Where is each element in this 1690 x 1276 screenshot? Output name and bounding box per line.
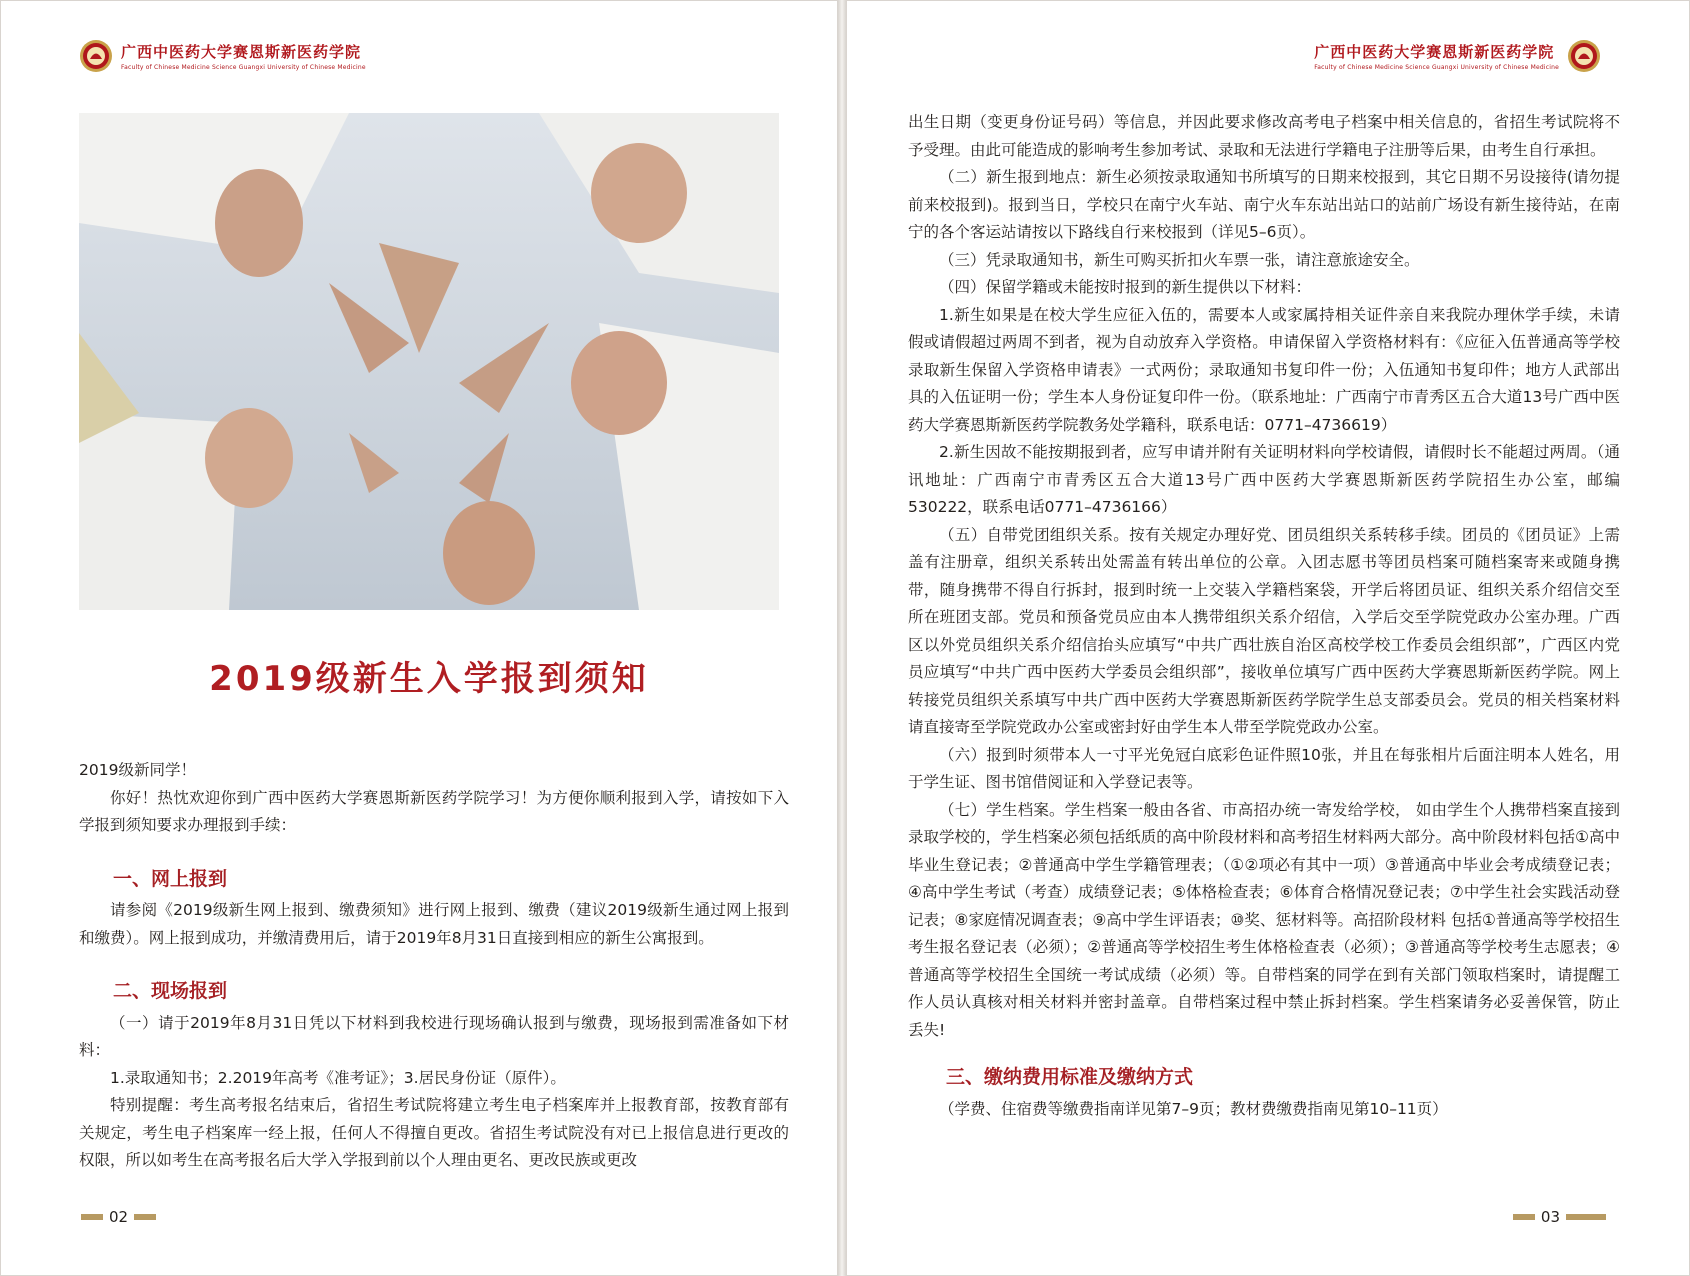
students-photo xyxy=(79,113,779,610)
continued-paragraph: 出生日期（变更身份证号码）等信息，并因此要求修改高考电子档案中相关信息的，省招生考试院将不予受理。由此可能造成的影响考生参加考试、录取和无法进行学籍电子注册等后果，由考生自行承担。 xyxy=(908,113,1620,159)
item-4-paragraph: （四）保留学籍或未能按时报到的新生提供以下材料： xyxy=(939,278,1312,296)
item-2-paragraph: （二）新生报到地点：新生必须按录取通知书所填写的日期来校报到，其它日期不另设接待(请勿提前来校报到)。报到当日，学校只在南宁火车站、南宁火车东站出站口的站前广场设有新生接待站，在南宁的各个客运站请按以下路线自行来校报到（详见5–6页）。 xyxy=(908,168,1620,241)
right-page xyxy=(846,0,1690,1276)
college-seal-icon xyxy=(79,39,113,73)
section2-paragraph-1: （一）请于2019年8月31日凭以下材料到我校进行现场确认报到与缴费，现场报到需准备如下材料： xyxy=(79,1013,789,1059)
college-logo xyxy=(79,39,374,73)
college-name-en: Faculty of Chinese Medicine Science Guangxi University of Chinese Medicine xyxy=(121,64,366,71)
page-number-bar xyxy=(1566,1214,1606,1220)
page-number: 02 xyxy=(109,1208,129,1226)
section3-heading: 三、缴纳费用标准及缴纳方式 xyxy=(946,1066,1194,1088)
greeting: 2019级新同学！ xyxy=(79,761,196,779)
document-title: 2019级新生入学报到须知 xyxy=(209,659,649,699)
page-number-left xyxy=(81,1208,156,1226)
book-spine xyxy=(838,0,846,1276)
page-number-bar xyxy=(134,1214,156,1220)
page-number-bar xyxy=(1513,1214,1535,1220)
item-5-paragraph: （五）自带党团组织关系。按有关规定办理好党、团员组织关系转移手续。团员的《团员证》上需盖有注册章，组织关系转出处需盖有转出单位的公章。入团志愿书等团员档案可随档案寄来或随身携带，随身携带不得自行拆封，报到时统一上交装入学籍档案袋，开学后将团员证、组织关系介绍信交至所在班团支部。党员和预备党员应由本人携带组织关系介绍信，入学后交至学院党政办公室办理。广西区以外党员组织关系介绍信抬头应填写“中共广西壮族自治区高校学校工作委员会组织部”，广西区内党员应填写“中共广西中医药大学委员会组织部”，接收单位填写广西中医药大学赛恩斯新医药学院。网上转接党员组织关系填写中共广西中医药大学赛恩斯新医药学院学生总支部委员会。党员的相关档案材料请直接寄至学院党政办公室或密封好由学生本人带至学院党政办公室。 xyxy=(908,525,1620,736)
college-name-cn: 广西中医药大学赛恩斯新医药学院 xyxy=(1314,43,1555,61)
left-page xyxy=(0,0,838,1276)
intro-paragraph: 你好！热忱欢迎你到广西中医药大学赛恩斯新医药学院学习！为方便你顺利报到入学，请按如下入学报到须知要求办理报到手续： xyxy=(79,788,789,834)
college-seal-icon xyxy=(1567,39,1601,73)
right-body xyxy=(908,109,1620,1123)
section2-paragraph-2: 1.录取通知书；2.2019年高考《准考证》；3.居民身份证（原件）。 xyxy=(110,1068,566,1087)
section2-paragraph-3: 特别提醒：考生高考报名结束后，省招生考试院将建立考生电子档案库并上报教育部，按教育部有关规定，考生电子档案库一经上报，任何人不得擅自更改。省招生考试院没有对已上报信息进行更改的权限，所以如考生在高考报名后大学入学报到前以个人理由更名、更改民族或更改 xyxy=(79,1096,789,1169)
page-number-bar xyxy=(81,1214,103,1220)
section1-paragraph: 请参阅《2019级新生网上报到、缴费须知》进行网上报到、缴费（建议2019级新生通过网上报到和缴费）。网上报到成功，并缴清费用后，请于2019年8月31日直接到相应的新生公寓报到。 xyxy=(79,901,789,947)
item-6-paragraph: （六）报到时须带本人一寸平光免冠白底彩色证件照10张，并且在每张相片后面注明本人姓名，用于学生证、图书馆借阅证和入学登记表等。 xyxy=(908,745,1620,791)
item-7-paragraph: （七）学生档案。学生档案一般由各省、市高招办统一寄发给学校， 如由学生个人携带档案直接到录取学校的，学生档案必须包括纸质的高中阶段材料和高考招生材料两大部分。高中阶段材料包括①高中毕业生登记表；②普通高中学生学籍管理表；（①②项必有其中一项）③普通高中毕业会考成绩登记表；④高中学生考试（考查）成绩登记表；⑤体格检查表；⑥体育合格情况登记表；⑦中学生社会实践活动登记表；⑧家庭情况调查表；⑨高中学生评语表；⑩奖、惩材料等。高招阶段材料 包括①普通高等学校招生考生报名登记表（必须）；②普通高等学校招生考生体格检查表（必须）；③普通高等学校考生志愿表；④普通高等学校招生全国统一考试成绩（必须）等。自带档案的同学在到有关部门领取档案时，请提醒工作人员认真核对相关材料并密封盖章。自带档案过程中禁止拆封档案。学生档案请务必妥善保管，防止丢失! xyxy=(908,800,1620,1039)
section2-heading: 二、现场报到 xyxy=(113,980,228,1002)
page-number: 03 xyxy=(1540,1208,1560,1226)
college-name-en: Faculty of Chinese Medicine Science Guangxi University of Chinese Medicine xyxy=(1314,64,1559,71)
left-body xyxy=(79,757,789,1175)
page-number-right xyxy=(1513,1208,1606,1226)
section1-heading: 一、网上报到 xyxy=(113,867,228,890)
item-3-paragraph: （三）凭录取通知书，新生可购买折扣火车票一张，请注意旅途安全。 xyxy=(939,250,1420,269)
section3-note: （学费、住宿费等缴费指南详见第7–9页；教材费缴费指南见第10–11页） xyxy=(939,1099,1448,1118)
item-4-1-paragraph: 1.新生如果是在校大学生应征入伍的，需要本人或家属持相关证件亲自来我院办理休学手续，未请假或请假超过两周不到者，视为自动放弃入学资格。申请保留入学资格材料有：《应征入伍普通高等学校录取新生保留入学资格申请表》一式两份；录取通知书复印件一份；入伍通知书复印件；地方人武部出具的入伍证明一份；学生本人身份证复印件一份。（联系地址：广西南宁市青秀区五合大道13号广西中医药大学赛恩斯新医药学院教务处学籍科，联系电话：0771–4736619） xyxy=(908,305,1620,434)
college-logo xyxy=(1306,39,1601,73)
item-4-2-paragraph: 2.新生因故不能按期报到者，应写申请并附有关证明材料向学校请假，请假时长不能超过两周。（通讯地址：广西南宁市青秀区五合大道13号广西中医药大学赛恩斯新医药学院招生办公室，邮编530222，联系电话0771–4736166） xyxy=(908,443,1620,516)
college-name-cn: 广西中医药大学赛恩斯新医药学院 xyxy=(121,43,362,61)
